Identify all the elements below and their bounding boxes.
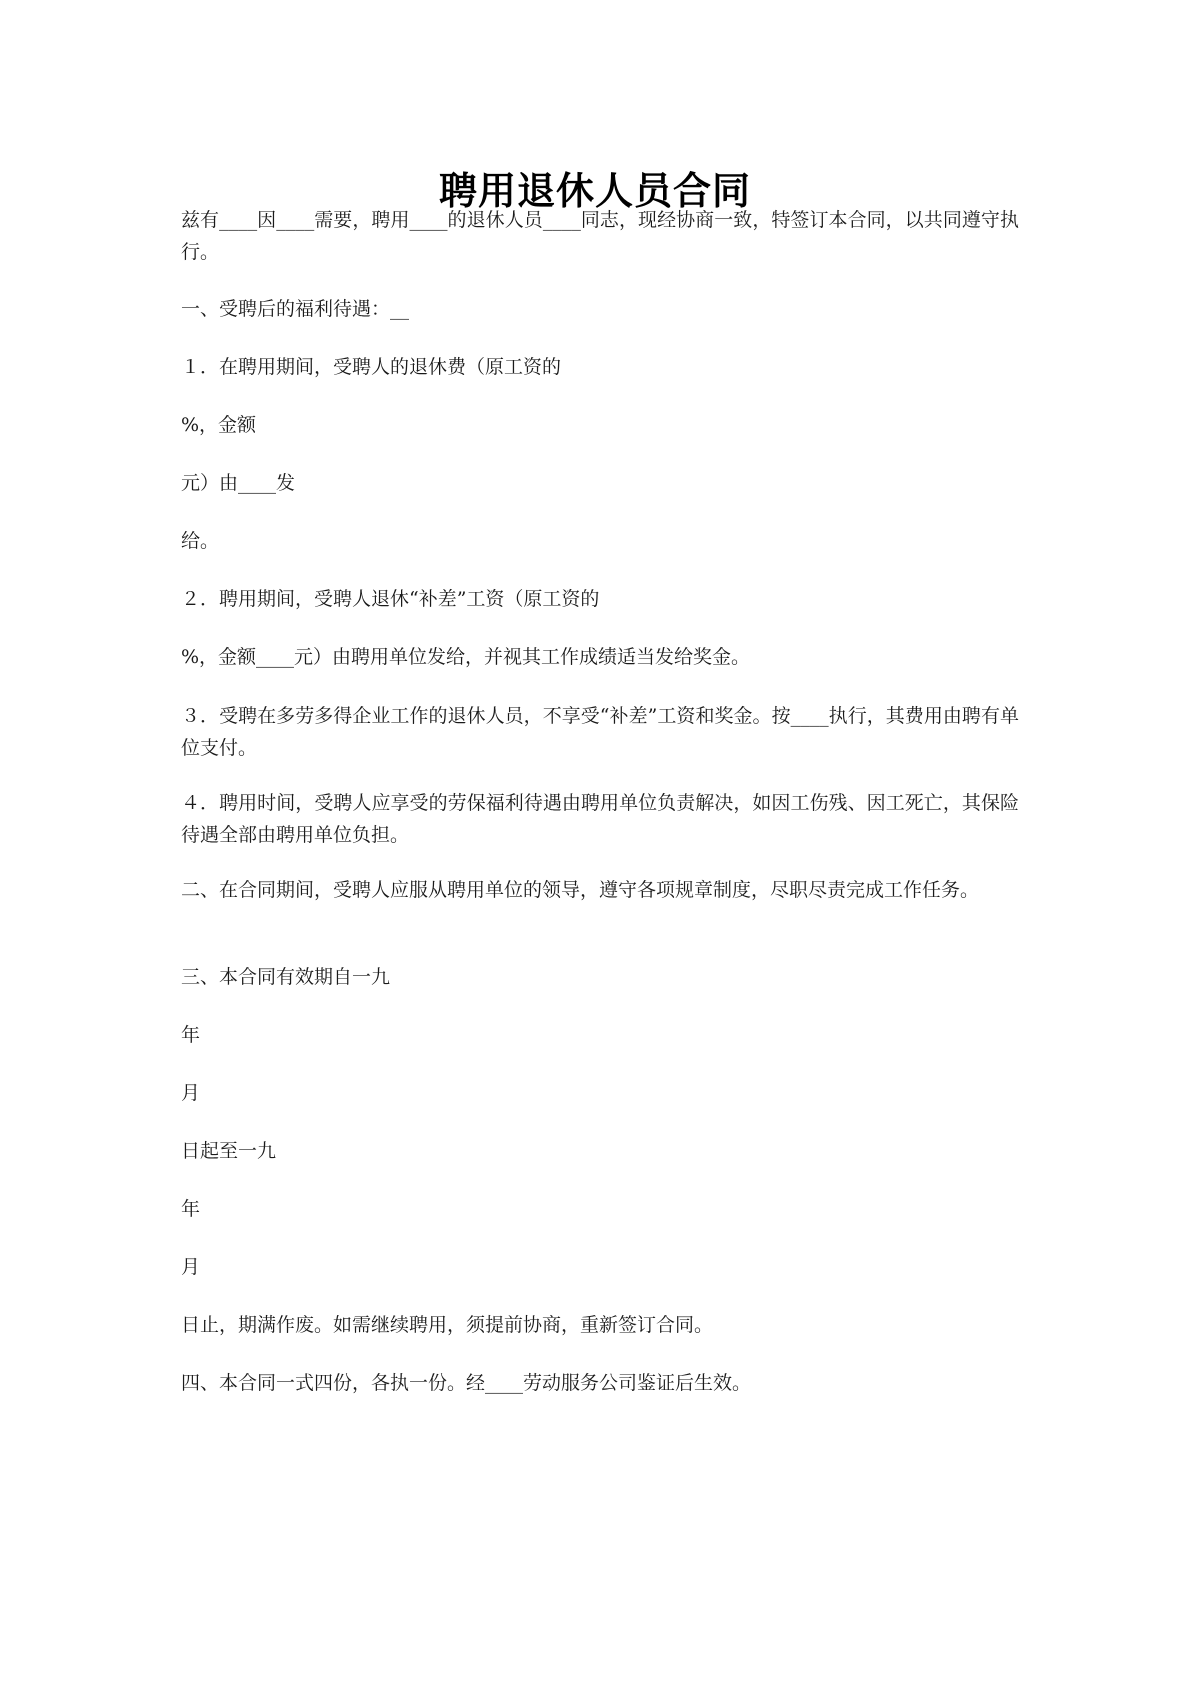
- item-1-line-2: %，金额: [181, 414, 257, 436]
- item-1-line-4: 给。: [181, 530, 220, 552]
- document-title: 聘用退休人员合同: [438, 169, 751, 213]
- section-3-line-7: 日止，期满作废。如需继续聘用，须提前协商，重新签订合同。: [181, 1314, 714, 1336]
- item-4-paragraph: ４．聘用时间，受聘人应享受的劳保福利待遇由聘用单位负责解决，如因工伤残、因工死亡，其保险待遇全部由聘用单位负担。: [181, 792, 1019, 846]
- section-1-heading: 一、受聘后的福利待遇：__: [181, 298, 410, 320]
- intro-paragraph: 兹有____因____需要，聘用____的退休人员____同志，现经协商一致，特签订本合同，以共同遵守执行。: [181, 209, 1019, 263]
- section-3-line-4: 日起至一九: [181, 1140, 277, 1162]
- section-2-paragraph: 二、在合同期间，受聘人应服从聘用单位的领导，遵守各项规章制度，尽职尽责完成工作任务。: [181, 879, 980, 901]
- section-3-line-2: 年: [181, 1024, 201, 1046]
- section-3-line-5: 年: [181, 1198, 201, 1220]
- item-2-line-1: ２．聘用期间，受聘人退休“补差”工资（原工资的: [181, 588, 600, 610]
- section-3-line-6: 月: [181, 1256, 201, 1278]
- section-3-line-3: 月: [181, 1082, 201, 1104]
- item-1-line-3: 元）由____发: [181, 472, 296, 494]
- section-4-paragraph: 四、本合同一式四份，各执一份。经____劳动服务公司鉴证后生效。: [181, 1372, 752, 1394]
- item-1-line-1: １．在聘用期间，受聘人的退休费（原工资的: [181, 356, 562, 378]
- item-3-paragraph: ３．受聘在多劳多得企业工作的退休人员，不享受“补差”工资和奖金。按____执行，其费用由聘有单位支付。: [181, 705, 1019, 759]
- item-2-line-2: %，金额____元）由聘用单位发给，并视其工作成绩适当发给奖金。: [181, 646, 751, 668]
- section-3-line-1: 三、本合同有效期自一九: [181, 966, 391, 988]
